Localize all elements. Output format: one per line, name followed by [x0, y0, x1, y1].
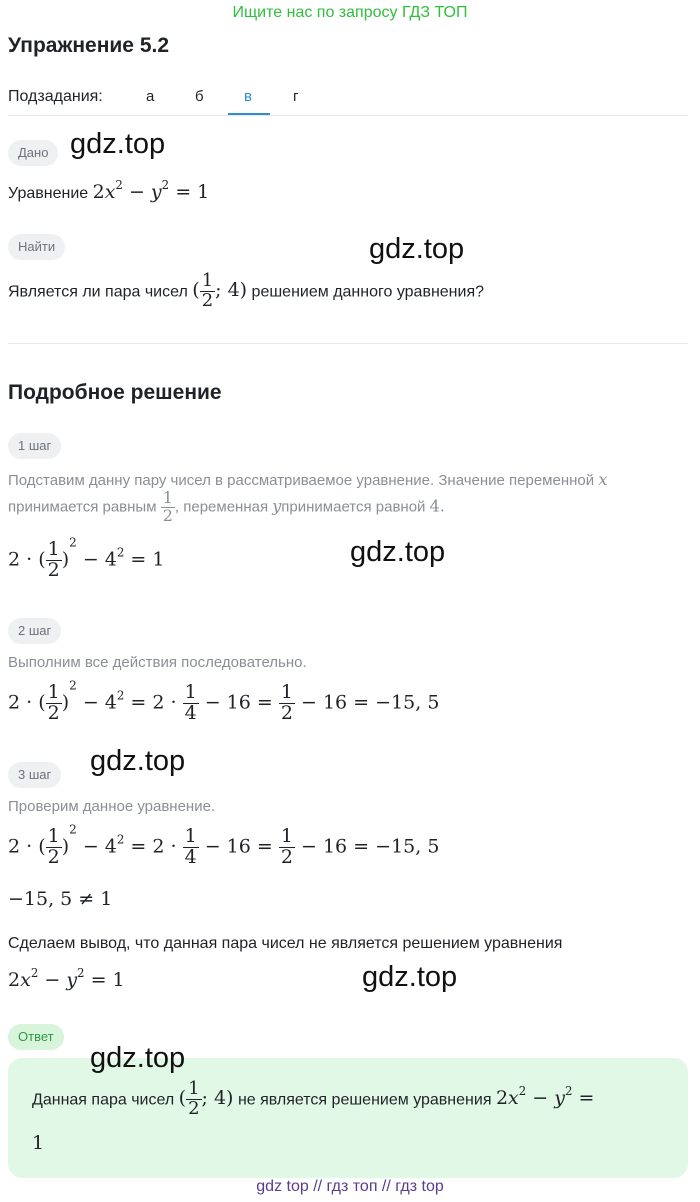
step-1-formula: 2 · ( $\frac{1}{2}$ )$^2 - 4^2 = 1$ [8, 535, 165, 581]
answer-equation: $2x^2 - y^2$ = [495, 1084, 595, 1110]
step-1-text-line1 [8, 470, 607, 489]
step-1-value: 4. [429, 496, 445, 516]
tab-a[interactable]: а [146, 88, 155, 105]
watermark: gdz.top [362, 961, 458, 993]
step-3-formula: 2 · ( $\frac{1}{2}$ )$^2 - 4^2 = 2$ · $\frac{1}{4}$ − 16 = $\frac{1}{2}$ − 16 = −15, 5 [8, 822, 440, 868]
step-3-chip: 3 шаг [8, 762, 61, 788]
step-1-line2-b: , переменная [174, 498, 269, 516]
step-1-var-y: y [272, 496, 282, 516]
answer-line1 [32, 1080, 594, 1119]
answer-text-before: Данная пара чисел [32, 1091, 175, 1109]
step-1-line1: Подставим данну пару чисел в рассматриваемое уравнение. Значение переменной [8, 472, 595, 489]
watermark: gdz.top [369, 233, 465, 265]
find-text-after: решением данного уравнения? [251, 283, 485, 301]
divider [8, 115, 688, 116]
step-1-line2-a: принимается равным [8, 498, 157, 516]
step-1-var-x: x [598, 470, 608, 489]
given-chip: Дано [8, 140, 58, 166]
watermark: gdz.top [70, 128, 166, 160]
tab-v[interactable]: в [244, 88, 252, 105]
watermark: gdz.top [90, 745, 186, 777]
solution-title: Подробное решение [8, 381, 222, 404]
answer-equation-rhs: 1 [32, 1132, 45, 1154]
find-chip: Найти [8, 234, 65, 260]
given-text: Уравнение [8, 185, 89, 202]
conclusion-equation: $2x^2 - y^2 = 1$ [8, 966, 125, 991]
tab-g[interactable]: г [293, 88, 299, 105]
conclusion-text: Сделаем вывод, что данная пара чисел не является решением уравнения [8, 935, 563, 952]
watermark: gdz.top [350, 536, 446, 568]
step-1-chip: 1 шаг [8, 433, 61, 459]
find-text-before: Является ли пара чисел [8, 283, 188, 301]
watermark: gdz.top [90, 1042, 186, 1074]
step-3-inequality: −15, 5 ≠ 1 [8, 888, 113, 910]
tab-b[interactable]: б [195, 88, 204, 105]
section-divider [8, 343, 688, 344]
footer-links: gdz top // гдз топ // гдз top [256, 1178, 444, 1195]
step-1-line2-c: принимается равной [281, 498, 426, 516]
step-2-chip: 2 шаг [8, 618, 61, 644]
answer-text-after: не является решением уравнения [237, 1091, 492, 1109]
promo-banner: Ищите нас по запросу ГДЗ ТОП [232, 4, 468, 21]
subtasks-label: Подзадания: [8, 88, 103, 105]
answer-chip: Ответ [8, 1024, 64, 1050]
find-pair: ( $\frac{1}{2}$ ; 4) [192, 270, 248, 311]
step-1-text-line2: принимается равным $\frac{1}{2}$ , переменная yпринимается равной 4. [8, 488, 445, 525]
given-equation: $2x^2 - y^2 = 1$ [92, 178, 210, 203]
step-2-text: Выполним все действия последовательно. [8, 654, 307, 671]
step-2-formula: 2 · ( $\frac{1}{2}$ )$^2 - 4^2 = 2$ · $\frac{1}{4}$ − 16 = $\frac{1}{2}$ − 16 = −15, 5 [8, 678, 440, 724]
step-3-text: Проверим данное уравнение. [8, 798, 216, 815]
given-statement [8, 178, 210, 203]
answer-pair: ( $\frac{1}{2}$ ; 4) [178, 1078, 234, 1119]
page-title: Упражнение 5.2 [8, 34, 170, 57]
find-question [8, 272, 484, 311]
